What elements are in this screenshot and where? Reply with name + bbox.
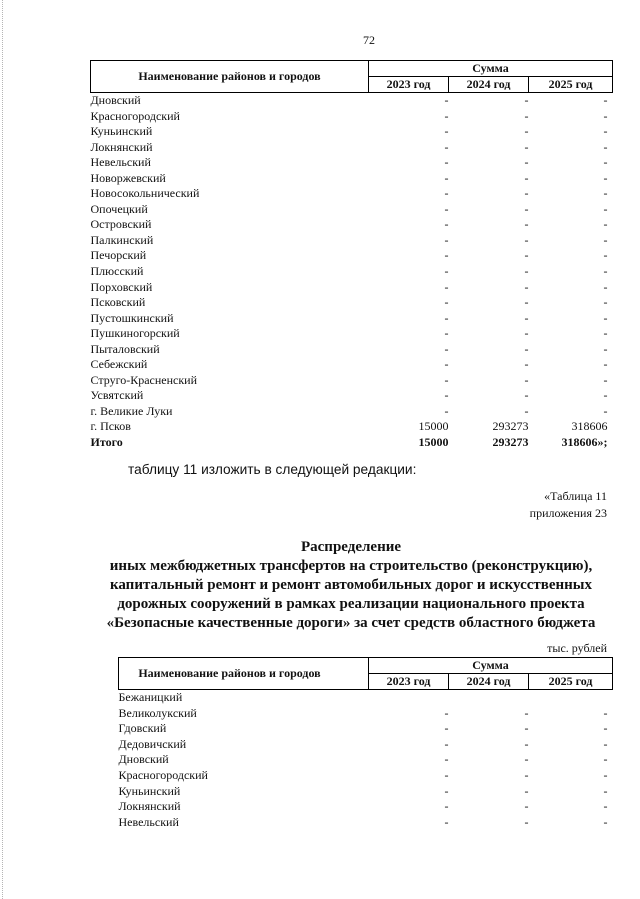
amount-cell: - — [603, 124, 608, 139]
table-row — [119, 737, 613, 753]
header-row — [91, 61, 613, 77]
amount-cell: - — [603, 170, 608, 185]
amount-cell: - — [603, 295, 608, 310]
amount-cell: 318606 — [571, 419, 608, 434]
table-row — [91, 109, 613, 125]
amount-cell: - — [444, 357, 449, 372]
amount-cell: - — [603, 783, 608, 798]
amount-cell: 15000 — [418, 419, 449, 434]
amount-cell: - — [524, 248, 529, 263]
table-row — [119, 815, 613, 831]
amount-cell: - — [444, 767, 449, 782]
district-name: Порховский — [90, 279, 153, 294]
district-name: Красногородский — [90, 108, 180, 123]
table-header — [91, 61, 613, 93]
table-row — [91, 202, 613, 218]
amount-cell: - — [603, 232, 608, 247]
table-row — [119, 706, 613, 722]
amount-cell: - — [603, 388, 608, 403]
district-name: Невельский — [90, 155, 151, 170]
amount-cell: - — [444, 124, 449, 139]
column-header-year: 2024 год — [449, 77, 529, 93]
column-header-sum: Сумма — [369, 61, 613, 77]
district-name: г. Великие Луки — [90, 403, 173, 418]
title-line: иных межбюджетных трансфертов на строительство (реконструкцию), — [109, 558, 593, 574]
table-title — [90, 538, 612, 633]
amount-cell: - — [444, 155, 449, 170]
amount-cell: - — [444, 279, 449, 294]
amount-cell: - — [603, 310, 608, 325]
scan-edge-left — [2, 0, 3, 899]
total-label: Итого — [90, 435, 123, 450]
table-row — [91, 186, 613, 202]
amount-cell: - — [524, 372, 529, 387]
total-value: 15000 — [418, 435, 449, 450]
amount-cell: - — [444, 783, 449, 798]
title-line: «Безопасные качественные дороги» за счет средств областного бюджета — [106, 615, 596, 631]
amount-cell: - — [444, 264, 449, 279]
amount-cell: - — [603, 341, 608, 356]
total-value: 293273 — [492, 435, 529, 450]
column-header-sum: Сумма — [369, 658, 613, 674]
table-row — [91, 280, 613, 296]
amount-cell: - — [444, 326, 449, 341]
table-row — [91, 326, 613, 342]
amount-cell: - — [524, 232, 529, 247]
amount-cell: - — [603, 186, 608, 201]
table-row — [91, 248, 613, 264]
district-name: Бежаницкий — [118, 690, 183, 704]
amount-cell — [449, 690, 529, 706]
table-reference — [530, 488, 607, 522]
amount-cell: - — [444, 736, 449, 751]
amount-cell: - — [603, 108, 608, 123]
table-body — [91, 93, 613, 436]
amount-cell: - — [603, 248, 608, 263]
amount-cell: - — [524, 705, 529, 720]
table-row — [91, 171, 613, 187]
district-name: Дновский — [90, 93, 141, 107]
amount-cell: - — [444, 295, 449, 310]
amount-cell: - — [524, 217, 529, 232]
amount-cell: - — [524, 108, 529, 123]
amount-cell: - — [524, 186, 529, 201]
district-name: Себежский — [90, 357, 148, 372]
amount-cell: - — [524, 814, 529, 829]
district-name: Струго-Красненский — [90, 372, 198, 387]
header-row — [119, 658, 613, 674]
amount-cell: - — [524, 93, 529, 107]
amount-cell: - — [524, 388, 529, 403]
amount-cell: - — [603, 403, 608, 418]
amount-cell: - — [524, 279, 529, 294]
district-name: Плюсский — [90, 264, 144, 279]
total-row — [91, 435, 613, 451]
table-row — [119, 690, 613, 706]
district-name: Великолукский — [118, 705, 197, 720]
amount-cell: - — [444, 388, 449, 403]
amount-cell: - — [524, 139, 529, 154]
district-name: Локнянский — [118, 799, 181, 814]
district-name: Пушкиногорский — [90, 326, 180, 341]
amount-cell: - — [524, 783, 529, 798]
table-row — [91, 342, 613, 358]
amount-cell: - — [603, 201, 608, 216]
column-header-year: 2023 год — [369, 77, 449, 93]
title-line: капитальный ремонт и ремонт автомобильных дорог и искусственных — [109, 577, 593, 593]
amount-cell: - — [444, 310, 449, 325]
amount-cell: - — [524, 264, 529, 279]
amount-cell: - — [603, 705, 608, 720]
amount-cell: - — [444, 372, 449, 387]
amount-cell: - — [603, 155, 608, 170]
amount-cell: - — [524, 357, 529, 372]
amount-cell: - — [524, 341, 529, 356]
amount-cell: - — [444, 186, 449, 201]
table-row — [91, 388, 613, 404]
amount-cell: - — [603, 279, 608, 294]
column-header-year: 2025 год — [529, 77, 613, 93]
amount-cell: - — [603, 799, 608, 814]
amount-cell: - — [603, 264, 608, 279]
column-header-year: 2023 год — [369, 674, 449, 690]
district-name: Палкинский — [90, 232, 154, 247]
amount-cell: - — [524, 799, 529, 814]
district-name: Печорский — [90, 248, 147, 263]
total-value: 318606»; — [561, 435, 608, 450]
district-name: Гдовский — [118, 721, 167, 736]
column-header-name: Наименование районов и городов — [119, 658, 369, 690]
amount-cell: - — [444, 752, 449, 767]
table-header — [119, 658, 613, 690]
table-row — [91, 140, 613, 156]
district-name: Новосокольнический — [90, 186, 200, 201]
amount-cell: - — [524, 721, 529, 736]
table-body — [119, 690, 613, 831]
amount-cell: - — [603, 721, 608, 736]
amount-cell: - — [444, 403, 449, 418]
amount-cell — [529, 690, 613, 706]
amount-cell: - — [444, 341, 449, 356]
amount-cell: - — [444, 248, 449, 263]
table-row — [91, 233, 613, 249]
amount-cell: - — [444, 93, 449, 107]
amount-cell: - — [524, 326, 529, 341]
amount-cell: - — [444, 814, 449, 829]
amount-cell: - — [524, 155, 529, 170]
table-row — [91, 124, 613, 140]
amount-cell: - — [524, 736, 529, 751]
table-row — [91, 373, 613, 389]
district-name: Красногородский — [118, 767, 208, 782]
amount-cell: - — [524, 767, 529, 782]
table-row — [91, 404, 613, 420]
district-name: Локнянский — [90, 139, 153, 154]
table-row — [91, 264, 613, 280]
amount-cell: - — [603, 752, 608, 767]
table-reference-line: «Таблица 11 — [544, 489, 607, 503]
district-name: Куньинский — [118, 783, 181, 798]
table-row — [91, 93, 613, 109]
table-row — [91, 295, 613, 311]
table-row — [91, 357, 613, 373]
district-name: Пыталовский — [90, 341, 160, 356]
page-number: 72 — [363, 33, 375, 47]
district-name: Куньинский — [90, 124, 153, 139]
title-line: дорожных сооружений в рамках реализации национального проекта — [117, 596, 585, 612]
district-name: Новоржевский — [90, 170, 166, 185]
district-name: Островский — [90, 217, 152, 232]
amount-cell: - — [603, 326, 608, 341]
amount-cell: - — [524, 170, 529, 185]
amount-cell: - — [444, 705, 449, 720]
district-name: Пустошкинский — [90, 310, 174, 325]
amount-cell: - — [603, 93, 608, 107]
column-header-name: Наименование районов и городов — [91, 61, 369, 93]
amount-cell: - — [603, 357, 608, 372]
column-header-year: 2024 год — [449, 674, 529, 690]
amount-cell: - — [603, 767, 608, 782]
table-row — [119, 784, 613, 800]
amount-cell: - — [524, 295, 529, 310]
amount-cell: - — [603, 217, 608, 232]
continued-table — [90, 60, 613, 451]
amount-cell: - — [444, 139, 449, 154]
column-header-year: 2025 год — [529, 674, 613, 690]
district-name: Дедовичский — [118, 736, 187, 751]
amount-cell: - — [524, 403, 529, 418]
amount-cell — [369, 690, 449, 706]
district-name: Псковский — [90, 295, 146, 310]
amount-cell: - — [444, 201, 449, 216]
amount-cell: - — [603, 139, 608, 154]
amount-cell: - — [444, 217, 449, 232]
table-row — [119, 752, 613, 768]
amount-cell: - — [524, 201, 529, 216]
table-reference-line: приложения 23 — [529, 506, 607, 520]
table-row — [91, 311, 613, 327]
amount-cell: 293273 — [492, 419, 529, 434]
table-total — [91, 435, 613, 451]
units-label: тыс. рублей — [547, 641, 607, 655]
district-name: Усвятский — [90, 388, 144, 403]
district-name: Опочецкий — [90, 201, 148, 216]
amount-cell: - — [603, 736, 608, 751]
district-name: Невельский — [118, 814, 179, 829]
amount-cell: - — [444, 721, 449, 736]
table-row — [119, 799, 613, 815]
amount-cell: - — [603, 814, 608, 829]
table-row — [91, 419, 613, 435]
table-row — [119, 768, 613, 784]
table-row — [91, 155, 613, 171]
amount-cell: - — [444, 170, 449, 185]
table-row — [119, 721, 613, 737]
title-line: Распределение — [300, 539, 402, 555]
amount-cell: - — [444, 232, 449, 247]
amount-cell: - — [603, 372, 608, 387]
amount-cell: - — [444, 108, 449, 123]
table-11 — [118, 657, 613, 830]
district-name: Дновский — [118, 752, 169, 767]
instruction-text: таблицу 11 изложить в следующей редакции: — [128, 462, 417, 477]
amount-cell: - — [444, 799, 449, 814]
district-name: г. Псков — [90, 419, 131, 434]
amount-cell: - — [524, 124, 529, 139]
table-row — [91, 217, 613, 233]
amount-cell: - — [524, 310, 529, 325]
amount-cell: - — [524, 752, 529, 767]
